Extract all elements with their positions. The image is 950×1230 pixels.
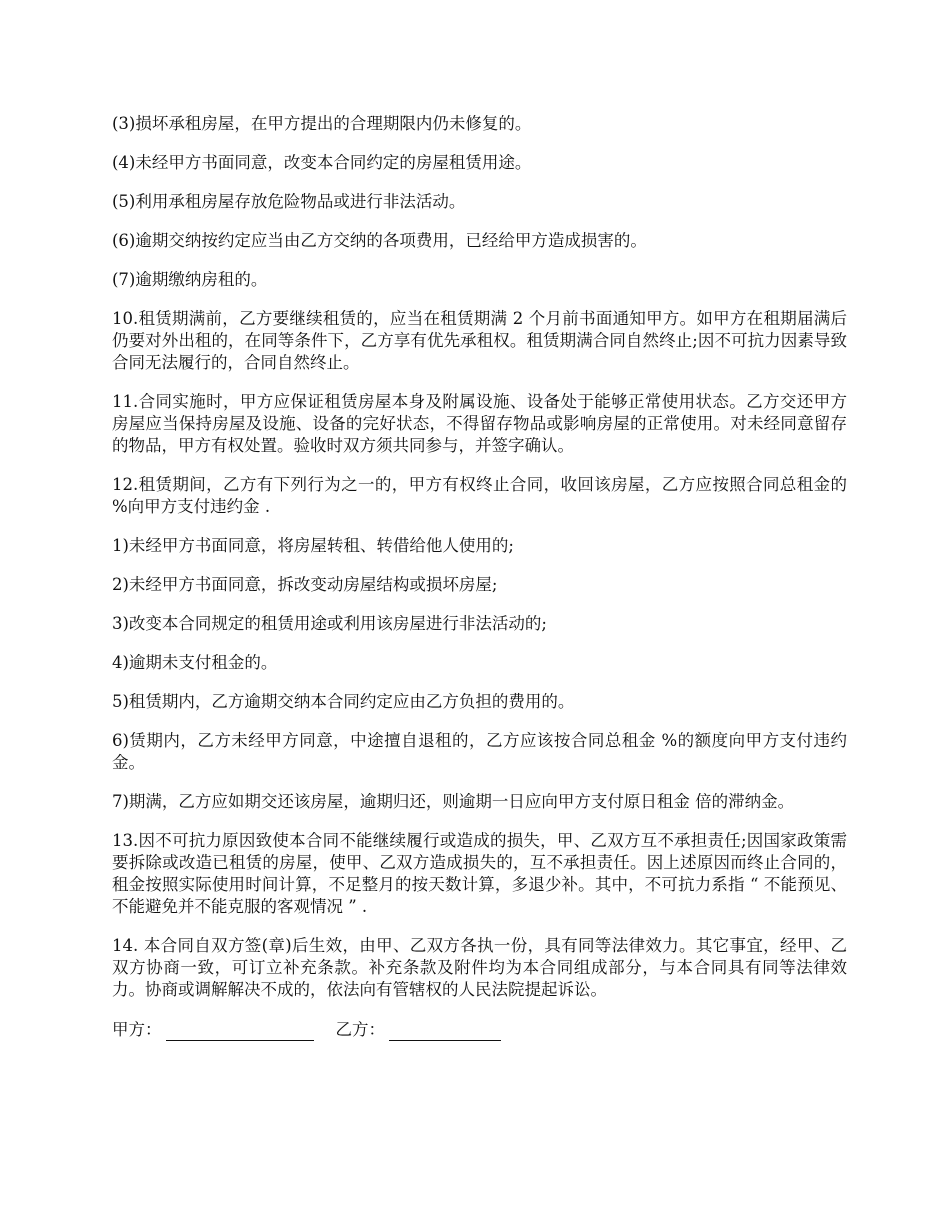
party-b-signature-line [389, 1024, 501, 1041]
clause-12-item-5: 5)租赁期内，乙方逾期交纳本合同约定应由乙方负担的费用的。 [112, 692, 575, 711]
clause-item-7: (7)逾期缴纳房租的。 [112, 270, 268, 289]
party-a-signature-line [166, 1024, 314, 1041]
document-page [112, 113, 847, 1041]
clause-item-3: (3)损坏承租房屋，在甲方提出的合理期限内仍未修复的。 [112, 114, 532, 133]
clause-12-item-3: 3)改变本合同规定的租赁用途或利用该房屋进行非法活动的; [112, 614, 547, 633]
clause-13: 13.因不可抗力原因致使本合同不能继续履行或造成的损失，甲、乙双方互不承担责任;因国家政策需要拆除或改造已租赁的房屋，使甲、乙双方造成损失的，互不承担责任。因上述原因而终止合同的，租金按照实际使用时间计算，不足整月的按天数计算，多退少补。其中，不可抗力系指 “ 不能预见、不能避免并不能克服的客观情况 ” . [112, 831, 847, 916]
clause-12-item-2: 2)未经甲方书面同意，拆改变动房屋结构或损坏房屋; [112, 575, 498, 594]
clause-10: 10.租赁期满前，乙方要继续租赁的，应当在租赁期满 2 个月前书面通知甲方。如甲方在租期届满后仍要对外出租的，在同等条件下，乙方享有优先承租权。租赁期满合同自然终止;因不可抗力因素导致合同无法履行的，合同自然终止。 [112, 309, 847, 372]
clause-item-6: (6)逾期交纳按约定应当由乙方交纳的各项费用，已经给甲方造成损害的。 [112, 231, 647, 250]
clause-12-item-1: 1)未经甲方书面同意，将房屋转租、转借给他人使用的; [112, 536, 514, 555]
clause-12-item-7: 7)期满，乙方应如期交还该房屋，逾期归还，则逾期一日应向甲方支付原日租金 倍的滞纳金。 [112, 792, 795, 811]
clause-12-item-6: 6)赁期内，乙方未经甲方同意，中途擅自退租的，乙方应该按合同总租金 %的额度向甲方支付违约金。 [112, 731, 847, 772]
signature-row [112, 1019, 847, 1041]
clause-item-5: (5)利用承租房屋存放危险物品或进行非法活动。 [112, 192, 466, 211]
party-a-label: 甲方： [112, 1020, 162, 1039]
party-b-label: 乙方： [335, 1020, 385, 1039]
clause-14: 14. 本合同自双方签(章)后生效，由甲、乙双方各执一份，具有同等法律效力。其它事宜，经甲、乙双方协商一致，可订立补充条款。补充条款及附件均为本合同组成部分，与本合同具有同等法律效力。协商或调解解决不成的，依法向有管辖权的人民法院提起诉讼。 [112, 936, 847, 999]
clause-11: 11.合同实施时，甲方应保证租赁房屋本身及附属设施、设备处于能够正常使用状态。乙方交还甲方房屋应当保持房屋及设施、设备的完好状态，不得留存物品或影响房屋的正常使用。对未经同意留存的物品，甲方有权处置。验收时双方须共同参与，并签字确认。 [112, 392, 847, 455]
clause-12: 12.租赁期间，乙方有下列行为之一的，甲方有权终止合同，收回该房屋，乙方应按照合同总租金的 %向甲方支付违约金 . [112, 475, 847, 516]
clause-12-item-4: 4)逾期未支付租金的。 [112, 653, 278, 672]
clause-item-4: (4)未经甲方书面同意，改变本合同约定的房屋租赁用途。 [112, 153, 532, 172]
